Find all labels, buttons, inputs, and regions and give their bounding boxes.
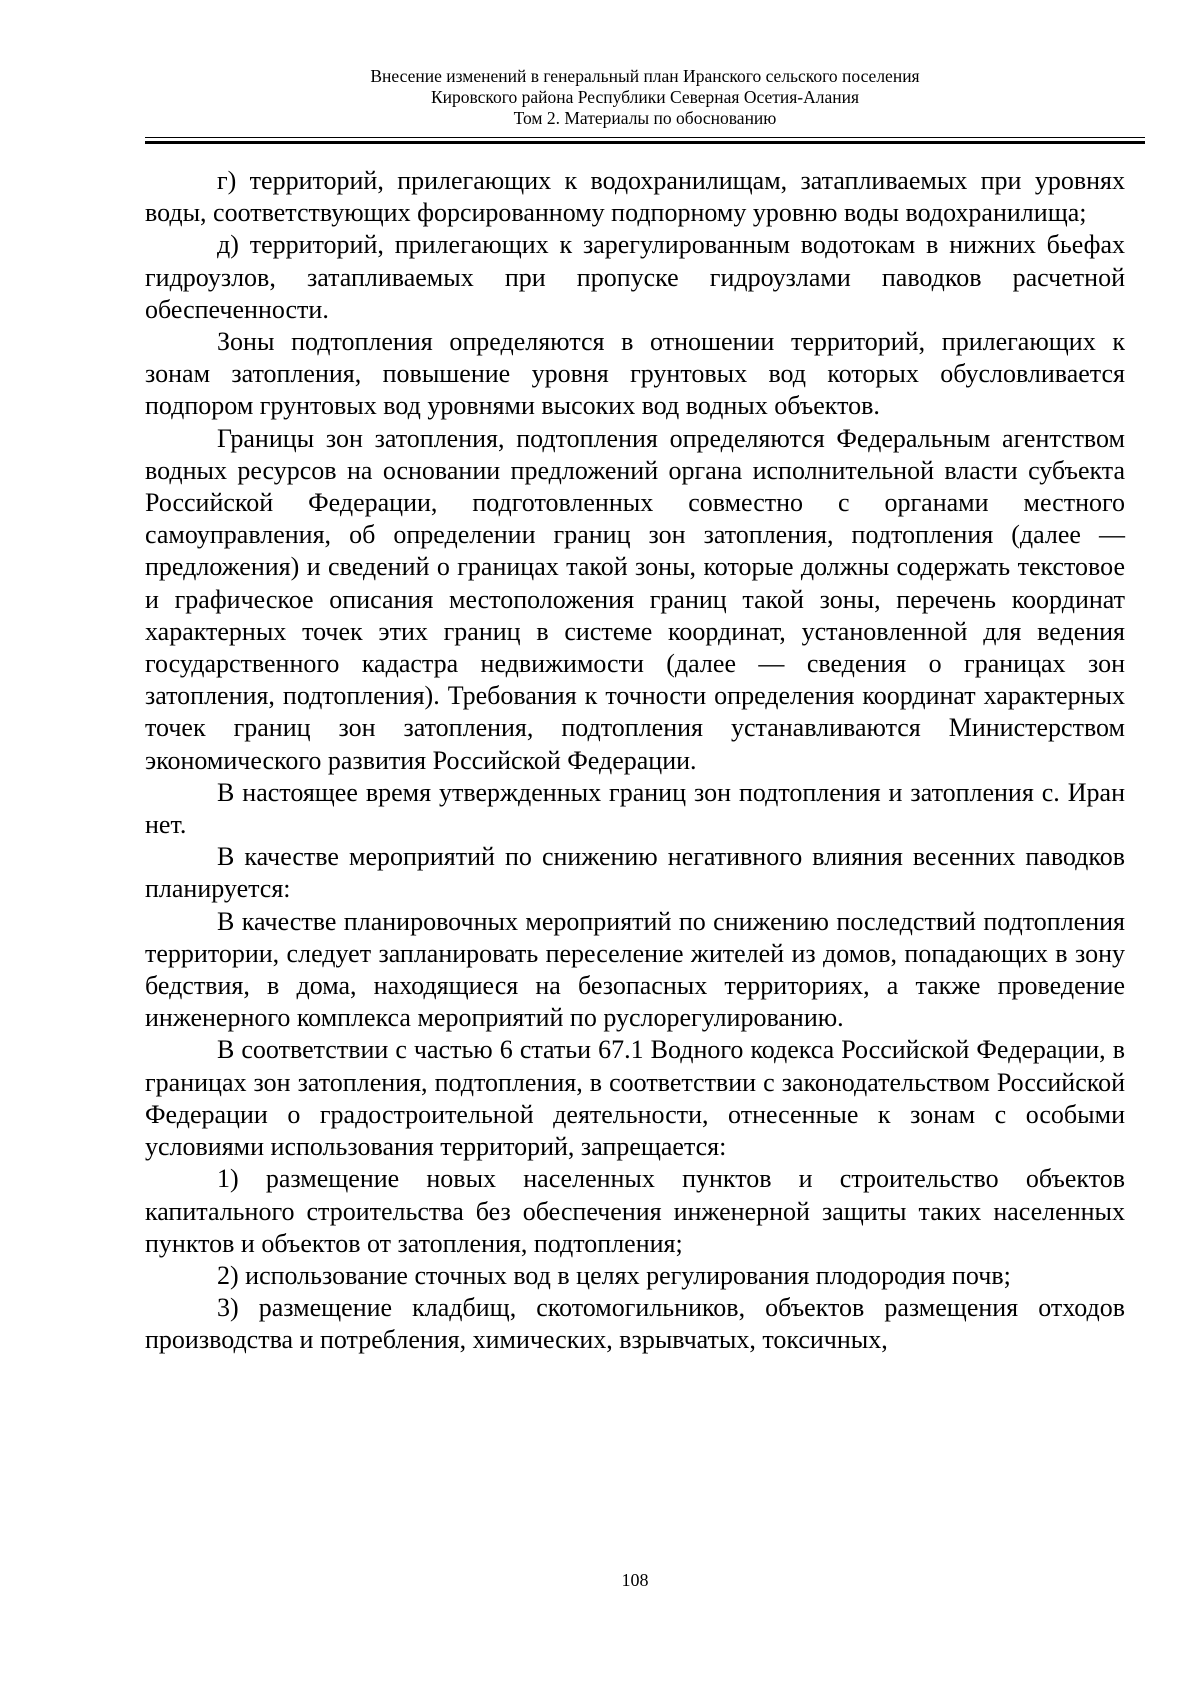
- paragraph-prohibition-3: 3) размещение кладбищ, скотомогильников, объектов размещения отходов производства и потребления, химических, взрывчатых, токсичных,: [145, 1293, 1125, 1355]
- header-title-line-2: Кировского района Республики Северная Осетия-Алания: [430, 87, 860, 107]
- paragraph-prohibition-1: 1) размещение новых населенных пунктов и строительство объектов капитального строительства без обеспечения инженерной защиты таких населенных пунктов и объектов от затопления, подтопления;: [145, 1164, 1125, 1258]
- header-title-line-1: Внесение изменений в генеральный план Иранского сельского поселения: [370, 66, 920, 86]
- paragraph-planning-measures: В качестве планировочных мероприятий по снижению последствий подтопления территории, следует запланировать переселение жителей из домов, попадающих в зону бедствия, в дома, находящиеся на безопасных территориях, а также проведение инженерного комплекса мероприятий по руслорегулированию.: [145, 906, 1125, 1033]
- paragraph-current-status: В настоящее время утвержденных границ зон подтопления и затопления с. Иран нет.: [145, 777, 1125, 840]
- document-body: [145, 165, 1125, 1357]
- paragraph-flood-zones: Зоны подтопления определяются в отношении территорий, прилегающих к зонам затопления, повышение уровня грунтовых вод которых обусловливается подпором грунтовых вод уровнями высоких вод водных объектов.: [145, 327, 1125, 421]
- page-number: 108: [621, 1570, 649, 1590]
- paragraph-water-code: В соответствии с частью 6 статьи 67.1 Водного кодекса Российской Федерации, в границах зон затопления, подтопления, в соответствии с законодательством Российской Федерации о градостроительной деятельности, отнесенные к зонам с особыми условиями использования территорий, запрещается:: [145, 1035, 1125, 1162]
- paragraph-item-d: д) территорий, прилегающих к зарегулированным водотокам в нижних бьефах гидроузлов, затапливаемых при пропуске гидроузлами паводков расчетной обеспеченности.: [145, 230, 1125, 324]
- paragraph-zone-boundaries: Границы зон затопления, подтопления определяются Федеральным агентством водных ресурсов на основании предложений органа исполнительной власти субъекта Российской Федерации, подготовленных совместно с органами местного самоуправления, об определении границ зон затопления, подтопления (далее — предложения) и сведений о границах такой зоны, которые должны содержать текстовое и графическое описания местоположения границ такой зоны, перечень координат характерных точек этих границ в системе координат, установленной для ведения государственного кадастра недвижимости (далее — сведения о границах зон затопления, подтопления). Требования к точности определения координат характерных точек границ зон затопления, подтопления устанавливаются Министерством экономического развития Российской Федерации.: [145, 423, 1125, 775]
- header-volume-line: Том 2. Материалы по обоснованию: [513, 108, 777, 128]
- paragraph-measures-intro: В качестве мероприятий по снижению негативного влияния весенних паводков планируется:: [145, 842, 1125, 904]
- paragraph-prohibition-2: 2) использование сточных вод в целях регулирования плодородия почв;: [217, 1260, 1011, 1290]
- header-divider: [145, 137, 1145, 144]
- running-header: [145, 66, 1145, 129]
- paragraph-item-g: г) территорий, прилегающих к водохранилищам, затапливаемых при уровнях воды, соответствующих форсированному подпорному уровню воды водохранилища;: [145, 166, 1125, 228]
